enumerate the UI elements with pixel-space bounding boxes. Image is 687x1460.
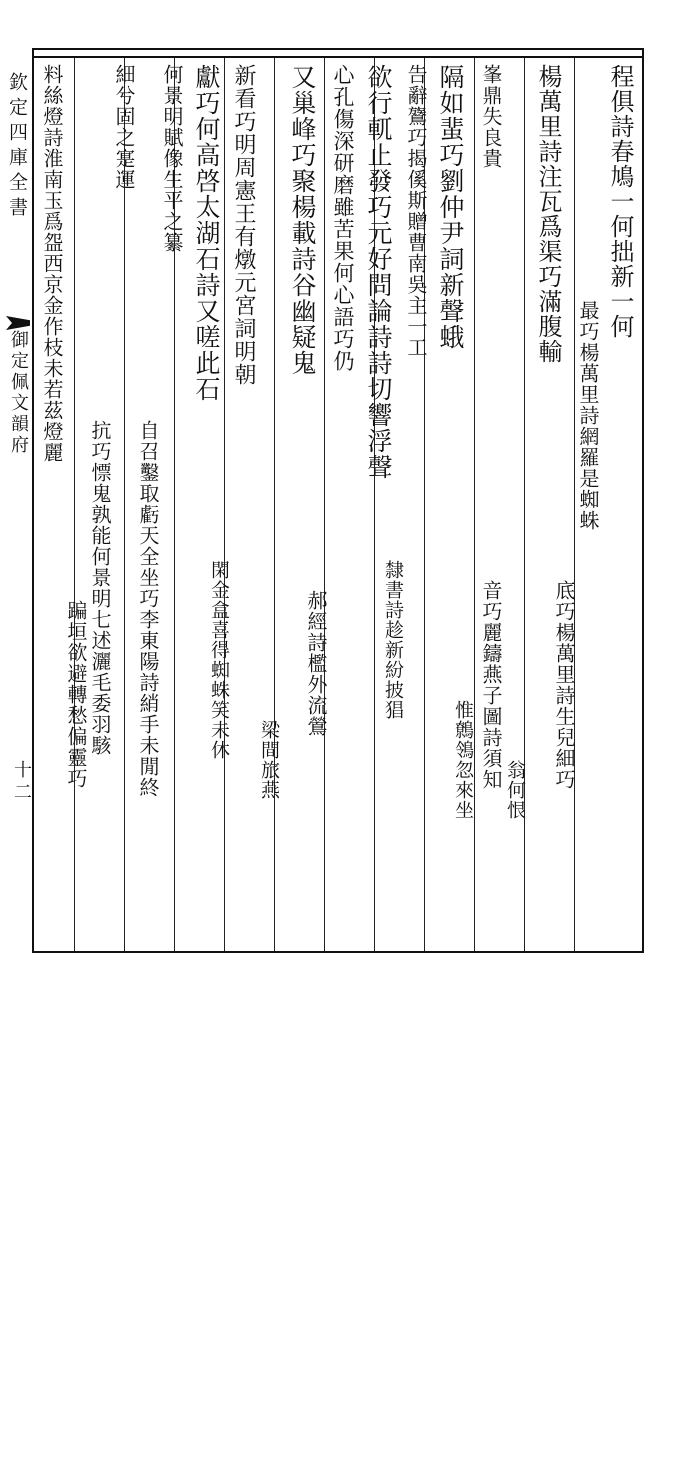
margin-source: 御定佩文韻府 xyxy=(8,330,29,456)
text-column: 最巧楊萬里詩網羅是蜘蛛 xyxy=(576,300,600,531)
text-column: 告辭鷟巧揭傒斯贈曹南吳主一工 xyxy=(404,64,428,358)
text-column: 又巢峰巧聚楊載詩谷幽疑鬼 xyxy=(288,64,317,376)
text-column: 細兮固之寔運 xyxy=(112,64,136,190)
margin-title: 欽定四庫全書 xyxy=(6,72,28,222)
text-column: 楊萬里詩注瓦爲渠巧滿腹輸 xyxy=(534,64,562,364)
text-column: 郝經詩檻外流鶯 xyxy=(304,590,328,737)
text-column: 梁間旅燕 xyxy=(258,720,280,800)
text-column: 蹁垣欲避轉愁偏靈巧 xyxy=(64,600,88,789)
text-column: 料絲燈詩淮南玉爲盌西京金作枝未若茲燈麗 xyxy=(40,64,64,463)
text-column: 程俱詩春鳩一何拙新一何 xyxy=(606,64,634,339)
text-column: 翁何恨 xyxy=(504,760,526,820)
text-column: 隔如蜚巧劉仲尹詞新聲蛾 xyxy=(436,64,465,350)
text-column: 閑金盒喜得蜘蛛笑未休 xyxy=(208,560,230,760)
text-column: 心孔傷深研磨雖苦果何心語巧仍 xyxy=(331,64,355,372)
text-column: 欲行軏止發巧元好問論詩詩切響浮聲 xyxy=(364,64,393,480)
text-column: 惟鷯鴒忽來坐 xyxy=(452,700,474,820)
text-column: 自召鑿取虧天全坐巧李東陽詩綃手未閒終 xyxy=(136,420,160,798)
text-column: 何景明賦像生平之纂 xyxy=(160,64,184,253)
column-rule xyxy=(474,58,475,951)
text-column: 新看巧明周憲王有燉元宮詞明朝 xyxy=(231,64,256,386)
text-column: 音巧麗鑄燕子圖詩須知 xyxy=(479,580,503,790)
text-column: 隸書詩趁新紛披猖 xyxy=(382,560,404,720)
text-column: 底巧楊萬里詩生兒細巧 xyxy=(552,580,576,790)
folio-number: 十二 xyxy=(11,760,32,804)
text-column: 抗巧慓鬼孰能何景明七述灑毛委羽駭 xyxy=(88,420,112,756)
text-column: 峯鼎失良貴 xyxy=(479,64,503,169)
text-column: 獻巧何高啓太湖石詩又嗟此石 xyxy=(192,64,221,402)
